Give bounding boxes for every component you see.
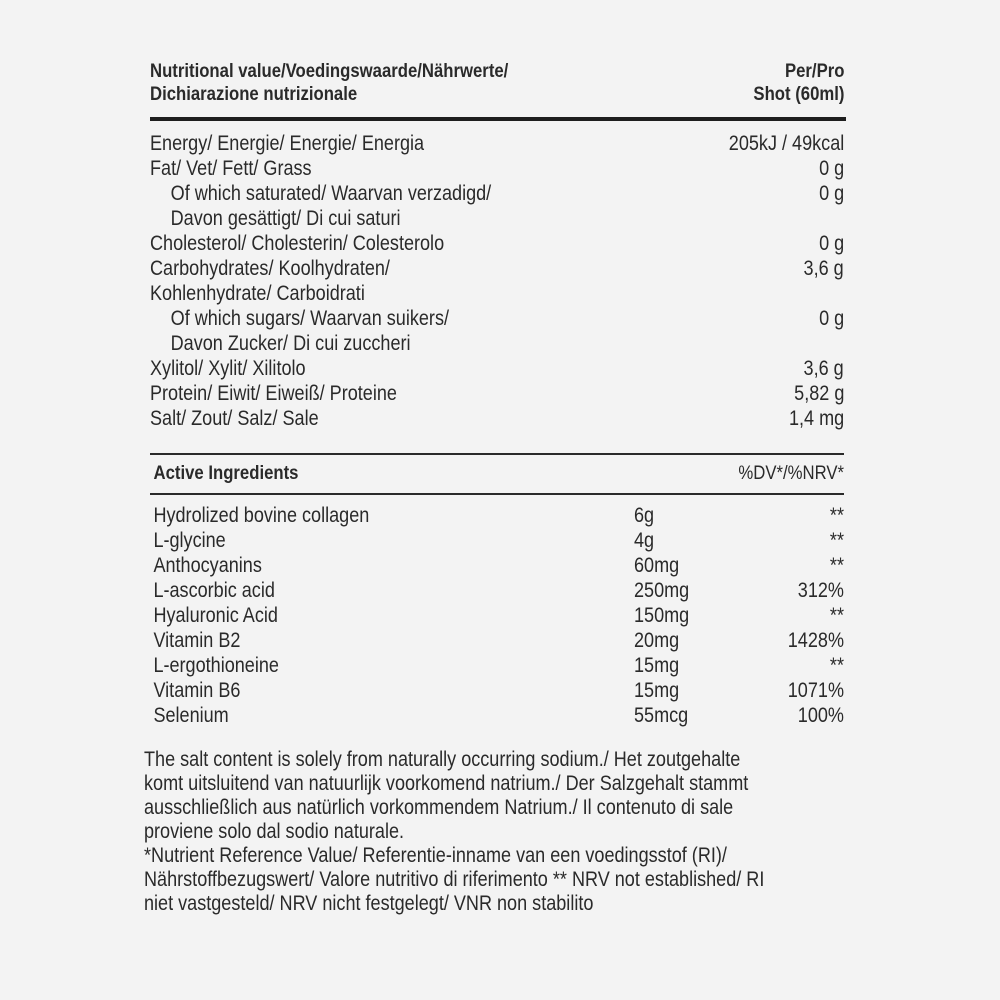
ingredient-dv: 100% (797, 704, 844, 727)
active-bottom-divider (150, 493, 844, 495)
ingredient-name: Anthocyanins (153, 554, 262, 577)
nutrient-name: Cholesterol/ Cholesterin/ Colesterolo (150, 232, 445, 255)
footnote-line: Nährstoffbezugswert/ Valore nutritivo di riferimento ** NRV not established/ RI (144, 868, 765, 891)
nutrition-row-continuation (150, 331, 844, 356)
header-title (150, 60, 508, 106)
nutrition-row (150, 381, 844, 406)
nutrient-value: 3,6 g (803, 257, 844, 280)
nutrient-name: Davon Zucker/ Di cui zuccheri (170, 332, 411, 355)
ingredient-row (150, 703, 844, 728)
ingredient-dv: ** (829, 604, 844, 627)
nutrient-value: 5,82 g (793, 382, 844, 405)
active-ingredients-header (150, 455, 844, 493)
active-ingredients-title: Active Ingredients (153, 463, 299, 484)
ingredient-quantity: 250mg (634, 579, 690, 602)
ingredient-name: Hyaluronic Acid (153, 604, 278, 627)
footnote-line: komt uitsluitend van natuurlijk voorkomend natrium./ Der Salzgehalt stammt (144, 772, 749, 795)
ingredient-quantity: 15mg (634, 654, 680, 677)
serving-size-line2: Shot (60ml) (752, 84, 844, 105)
ingredient-name: L-ergothioneine (153, 654, 279, 677)
ingredient-name: Vitamin B6 (153, 679, 241, 702)
ingredient-dv: ** (829, 654, 844, 677)
ingredient-row (150, 503, 844, 528)
footnote (144, 748, 815, 916)
nutrient-value: 205kJ / 49kcal (728, 132, 844, 155)
nutrition-row (150, 131, 844, 156)
ingredient-name: L-glycine (153, 529, 226, 552)
active-ingredients-list (150, 503, 844, 728)
ingredient-quantity: 60mg (634, 554, 680, 577)
ingredient-dv: 312% (797, 579, 844, 602)
ingredient-quantity: 15mg (634, 679, 680, 702)
ingredient-row (150, 653, 844, 678)
ingredient-row (150, 628, 844, 653)
nutrition-row (150, 231, 844, 256)
footnote-line: ausschließlich aus natürlich vorkommendem Natrium./ Il contenuto di sale (144, 796, 734, 819)
nutrition-row (150, 256, 844, 281)
ingredient-quantity: 20mg (634, 629, 680, 652)
nutrient-value: 0 g (818, 307, 844, 330)
nutrition-row-continuation (150, 281, 844, 306)
nutrition-row-continuation (150, 206, 844, 231)
nutrient-name: Kohlenhydrate/ Carboidrati (150, 282, 365, 305)
footnote-line: proviene solo dal sodio naturale. (144, 820, 405, 843)
nutrient-name: Of which saturated/ Waarvan verzadigd/ (170, 182, 492, 205)
nutrient-name: Xylitol/ Xylit/ Xilitolo (150, 357, 306, 380)
nutrition-row (150, 306, 844, 331)
nutrition-row (150, 156, 844, 181)
ingredient-name: Hydrolized bovine collagen (153, 504, 370, 527)
ingredient-quantity: 55mcg (634, 704, 689, 727)
ingredient-name: L-ascorbic acid (153, 579, 275, 602)
nutrient-value: 0 g (818, 182, 844, 205)
dv-column-header: %DV*/%NRV* (738, 463, 844, 484)
ingredient-dv: 1428% (787, 629, 844, 652)
nutrient-name: Protein/ Eiwit/ Eiweiß/ Proteine (150, 382, 397, 405)
ingredient-row (150, 578, 844, 603)
ingredient-quantity: 6g (634, 504, 655, 527)
ingredient-dv: ** (829, 554, 844, 577)
nutrition-row (150, 356, 844, 381)
nutrient-name: Fat/ Vet/ Fett/ Grass (150, 157, 312, 180)
nutrient-value: 3,6 g (803, 357, 844, 380)
nutrition-row (150, 406, 844, 431)
ingredient-row (150, 603, 844, 628)
ingredient-row (150, 528, 844, 553)
nutrient-value: 0 g (818, 157, 844, 180)
header-title-line1: Nutritional value/Voedingswaarde/Nährwerte/ (150, 61, 509, 82)
ingredient-row (150, 553, 844, 578)
ingredient-row (150, 678, 844, 703)
header-title-line2: Dichiarazione nutrizionale (150, 84, 358, 105)
label-header (150, 60, 850, 106)
nutrient-name: Salt/ Zout/ Salz/ Sale (150, 407, 319, 430)
footnote-line: The salt content is solely from naturally occurring sodium./ Het zoutgehalte (144, 748, 741, 771)
nutrient-name: Carbohydrates/ Koolhydraten/ (150, 257, 390, 280)
header-divider (150, 117, 846, 121)
nutrition-row (150, 181, 844, 206)
ingredient-name: Vitamin B2 (153, 629, 241, 652)
ingredient-quantity: 150mg (634, 604, 690, 627)
footnote-line: *Nutrient Reference Value/ Referentie-inname van een voedingsstof (RI)/ (144, 844, 727, 867)
ingredient-dv: ** (829, 504, 844, 527)
ingredient-dv: 1071% (787, 679, 844, 702)
nutrition-label (144, 60, 850, 916)
nutrient-name: Energy/ Energie/ Energie/ Energia (150, 132, 425, 155)
ingredient-quantity: 4g (634, 529, 655, 552)
nutrition-list (150, 131, 844, 431)
ingredient-name: Selenium (153, 704, 229, 727)
serving-size (753, 60, 844, 106)
serving-size-line1: Per/Pro (784, 61, 844, 82)
footnote-line: niet vastgesteld/ NRV nicht festgelegt/ VNR non stabilito (144, 892, 594, 915)
nutrient-name: Davon gesättigt/ Di cui saturi (170, 207, 401, 230)
nutrient-value: 0 g (818, 232, 844, 255)
ingredient-dv: ** (829, 529, 844, 552)
nutrient-value: 1,4 mg (788, 407, 844, 430)
nutrient-name: Of which sugars/ Waarvan suikers/ (170, 307, 449, 330)
